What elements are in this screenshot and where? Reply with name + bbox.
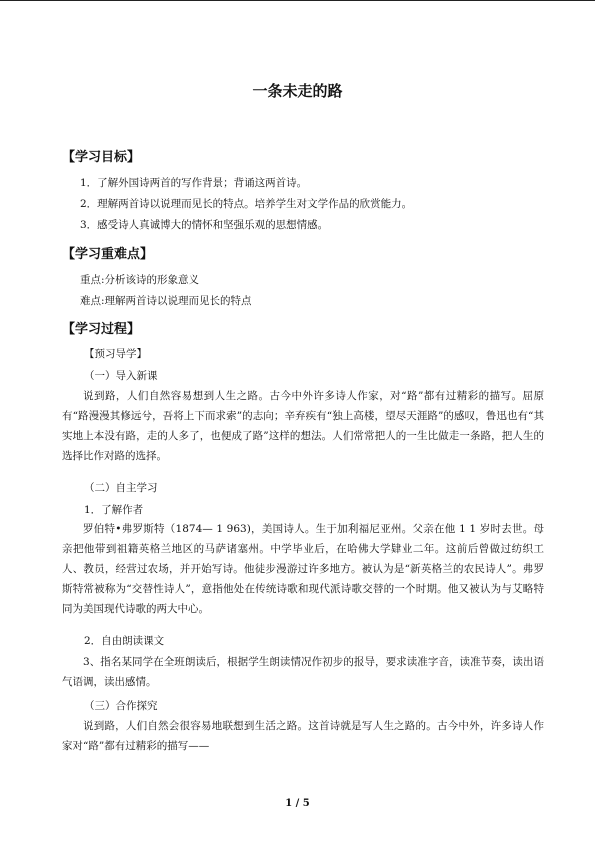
author-paragraph: 罗伯特•弗罗斯特（1874— 1 963)，美国诗人。生于加利福尼亚州。父亲在他 1 1 岁时去世。母亲把他带到祖籍英格兰地区的马萨诸塞州。中学毕业后，在哈佛大学肄业二年。这前后曾做过纺织工人、教员，经营过农场，并开始写诗。他徒步漫游过许多地方。被认为是“新英格兰的农民诗人”。弗罗斯特常被称为“交替性诗人”，意指他处在传统诗歌和现代派诗歌交替的一个时期。他又被认为与艾略特同为美国现代诗歌的两大中心。 bbox=[62, 523, 544, 615]
preview-heading: 【预习导学】 bbox=[84, 348, 147, 360]
intro-heading: （一）导入新课 bbox=[84, 370, 158, 382]
page-title: 一条未走的路 bbox=[252, 82, 343, 100]
read-heading: 2．自由朗读课文 bbox=[84, 635, 165, 647]
cooperation-paragraph: 说到路，人们自然会很容易地联想到生活之路。这首诗就是写人生之路的。古今中外，许多诗人作家对“路”都有过精彩的描写—— bbox=[62, 720, 544, 752]
goal-item: 3．感受诗人真诚博大的情怀和坚强乐观的思想情感。 bbox=[80, 219, 329, 231]
key-point: 重点:分析该诗的形象意义 bbox=[80, 274, 200, 286]
read-instruction-paragraph: 3、指名某同学在全班朗读后，根据学生朗读情况作初步的报导，要求读准字音，读准节奏，读出语气语调，读出感情。 bbox=[62, 656, 544, 688]
self-study-heading: （二）自主学习 bbox=[84, 482, 158, 494]
goal-item: 2．理解两首诗以说理而见长的特点。培养学生对文学作品的欣赏能力。 bbox=[80, 198, 413, 210]
process-heading: 【学习过程】 bbox=[62, 322, 141, 337]
cooperation-heading: （三）合作探究 bbox=[84, 700, 158, 712]
focus-heading: 【学习重难点】 bbox=[62, 247, 154, 262]
author-heading: 1．了解作者 bbox=[84, 504, 144, 516]
goal-item: 1．了解外国诗两首的写作背景；背诵这两首诗。 bbox=[80, 177, 308, 189]
intro-paragraph: 说到路，人们自然容易想到人生之路。古今中外许多诗人作家，对“路”都有过精彩的描写。屈原有“路漫漫其修远兮，吾将上下而求索”的志向；辛弃疾有“独上高楼，望尽天涯路”的感叹，鲁迅也有“其实地上本没有路，走的人多了，也便成了路”这样的想法。人们常常把人的一生比做走一条路，把人生的选择比作对路的选择。 bbox=[62, 390, 544, 462]
goals-heading: 【学习目标】 bbox=[62, 150, 141, 165]
difficult-point: 难点:理解两首诗以说理而见长的特点 bbox=[80, 295, 252, 307]
page-number: 1 / 5 bbox=[285, 798, 310, 809]
